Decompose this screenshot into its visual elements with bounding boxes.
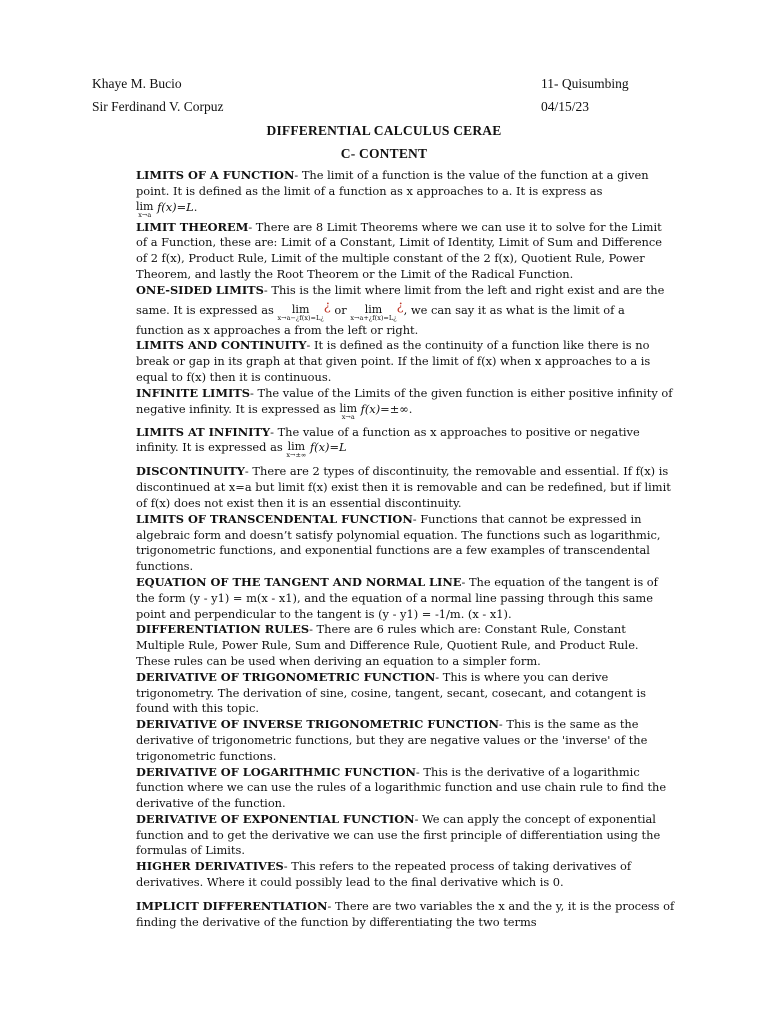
section-limit-theorem [136,220,676,283]
section-text: - The value of the Limits of the given function is either positive infinity of negative infinity. It is expressed as [136,385,673,416]
section-text: - There are 8 Limit Theorems where we can use it to solve for the Limit of a Function, these are: Limit of a Constant, Limit of Identity, Limit of Sum and Difference of 2 f(x), Product Rule, Limit of the multiple constant of the 2 f(x), Quotient Rule, Power Theorem, and lastly the Root Theorem or the Limit of the Radical Function. [136,219,663,281]
section-text: - The limit of a function is the value of the function at a given point. It is defined as the limit of a function as x approaches to a. It is express as [136,168,649,198]
class-section: 11- Quisumbing [541,76,629,91]
document-title: DIFFERENTIAL CALCULUS CERAE [266,123,502,138]
section-text-tail: , we can say it as what is the limit of a function as x approaches a from the left or right. [136,302,625,337]
content-body [136,168,676,930]
section-heading: IMPLICIT DIFFERENTIATION [136,898,328,913]
section-text: - This refers to the repeated process of taking derivatives of derivatives. Where it could possibly lead to the final derivative which is 0. [136,859,632,890]
student-name: Khaye M. Bucio [92,76,182,91]
section-tangent-and-normal-line [136,575,676,622]
section-heading: DERIVATIVE OF INVERSE TRIGONOMETRIC FUNCTION [136,717,499,732]
section-text: - The equation of the tangent is of the form (y - y1) = m(x - x1), and the equation of a normal line passing through this same point and perpendicular to the tangent is (y - y1) = -1/m. (x - x1). [136,574,658,621]
limit-function: f(x)=±∞ [360,401,409,416]
right-limit-expression: lim x→a+¿f(x)=L¿ [350,302,397,322]
section-text: - There are 2 types of discontinuity, the removable and essential. If f(x) is discontinued at x=a but limit f(x) exist then it is removable and can be redefined, but if limit of f(x) does not exist then it is an essential discontinuity. [136,464,671,510]
section-implicit-differentiation [136,899,676,931]
left-limit-expression: lim x→a−¿f(x)=L¿ [277,302,324,322]
section-text: - It is defined as the continuity of a function like there is no break or gap in its graph at that given point. If the limit of f(x) when x approaches to a is equal to f(x) then it is continuous. [136,338,651,384]
section-heading: EQUATION OF THE TANGENT AND NORMAL LINE [136,574,462,589]
section-text: - There are 6 rules which are: Constant Rule, Constant Multiple Rule, Power Rule, Sum and Difference Rule, Quotient Rule, and Product Rule. These rules can be used when deriving an equation to a simpler form. [136,622,639,668]
section-heading: DERIVATIVE OF TRIGONOMETRIC FUNCTION [136,669,436,684]
limit-expression: lim x→a [339,401,357,421]
section-heading: DIFFERENTIATION RULES [136,622,310,637]
document-date: 04/15/23 [541,99,590,114]
section-infinite-limits: INFINITE LIMITS- The value of the Limits of the given function is either positive infinity of negative infinity. It is expressed as lim x→a f(x)=±∞. [136,385,673,421]
limit-function: f(x)=L [157,199,194,214]
section-text: - Functions that cannot be expressed in algebraic form and doesn’t satisfy polynomial equation. The functions such as logarithmic, trigonometric functions, and exponential functions are a few examples of transcendental functions. [136,511,661,574]
section-limits-and-continuity [136,338,676,385]
limit-expression: lim x→±∞ [286,440,307,460]
section-limits-of-a-function: LIMITS OF A FUNCTION- The limit of a function is the value of the function at a given point. It is defined as the limit of a function as x approaches to a. It is express as lim x→a f(x)=L. [136,168,649,219]
teacher-name: Sir Ferdinand V. Corpuz [92,99,224,114]
section-heading: LIMIT THEOREM [136,219,249,234]
section-limits-at-infinity [136,425,676,461]
section-derivative-logarithmic [136,765,676,812]
section-heading: HIGHER DERIVATIVES [136,859,284,874]
section-differentiation-rules [136,622,676,669]
section-heading: DERIVATIVE OF LOGARITHMIC FUNCTION [136,764,416,779]
section-text: - This is the same as the derivative of trigonometric functions, but they are negative values or the 'inverse' of the trigonometric functions. [136,717,648,763]
limit-expression: lim x→a [136,199,154,219]
section-text: - This is where you can derive trigonometry. The derivation of sine, cosine, tangent, secant, cosecant, and cotangent is found with this topic. [136,669,646,716]
section-derivative-trigonometric [136,670,676,717]
section-limits-of-transcendental-function [136,512,676,575]
section-heading: LIMITS OF A FUNCTION [136,168,295,182]
section-one-sided-limits [136,283,676,339]
section-heading: DISCONTINUITY [136,464,245,479]
section-text: - The value of a function as x approaches to positive or negative infinity. It is expressed as [136,424,640,455]
limit-function: f(x)=L [309,440,347,455]
section-heading: ONE-SIDED LIMITS [136,282,264,297]
section-text: - We can apply the concept of exponential function and to get the derivative we can use the first principle of differentiation using the formulas of Limits. [136,811,661,858]
document-subtitle: C- CONTENT [340,146,428,161]
or-word: or [334,302,347,317]
section-discontinuity [136,464,676,511]
section-text: - This is the derivative of a logarithmic function where we can use the rules of a logarithmic function and use chain rule to find the derivative of the function. [136,764,667,811]
section-text: - There are two variables the x and the y, it is the process of finding the derivative of the function by differentiating the two terms [136,898,675,929]
section-heading: INFINITE LIMITS [136,385,250,400]
section-heading: LIMITS AND CONTINUITY [136,338,307,353]
inverted-question-mark: ¿ [323,298,331,314]
section-text: - This is the limit where limit from the left and right exist and are the same. It is expressed as [136,282,665,317]
section-heading: LIMITS AT INFINITY [136,424,271,439]
section-higher-derivatives [136,859,676,891]
section-heading: LIMITS OF TRANSCENDENTAL FUNCTION [136,511,413,526]
section-derivative-inverse-trigonometric [136,717,676,764]
section-derivative-exponential [136,812,676,859]
inverted-question-mark: ¿ [396,298,404,314]
section-heading: DERIVATIVE OF EXPONENTIAL FUNCTION [136,811,415,826]
